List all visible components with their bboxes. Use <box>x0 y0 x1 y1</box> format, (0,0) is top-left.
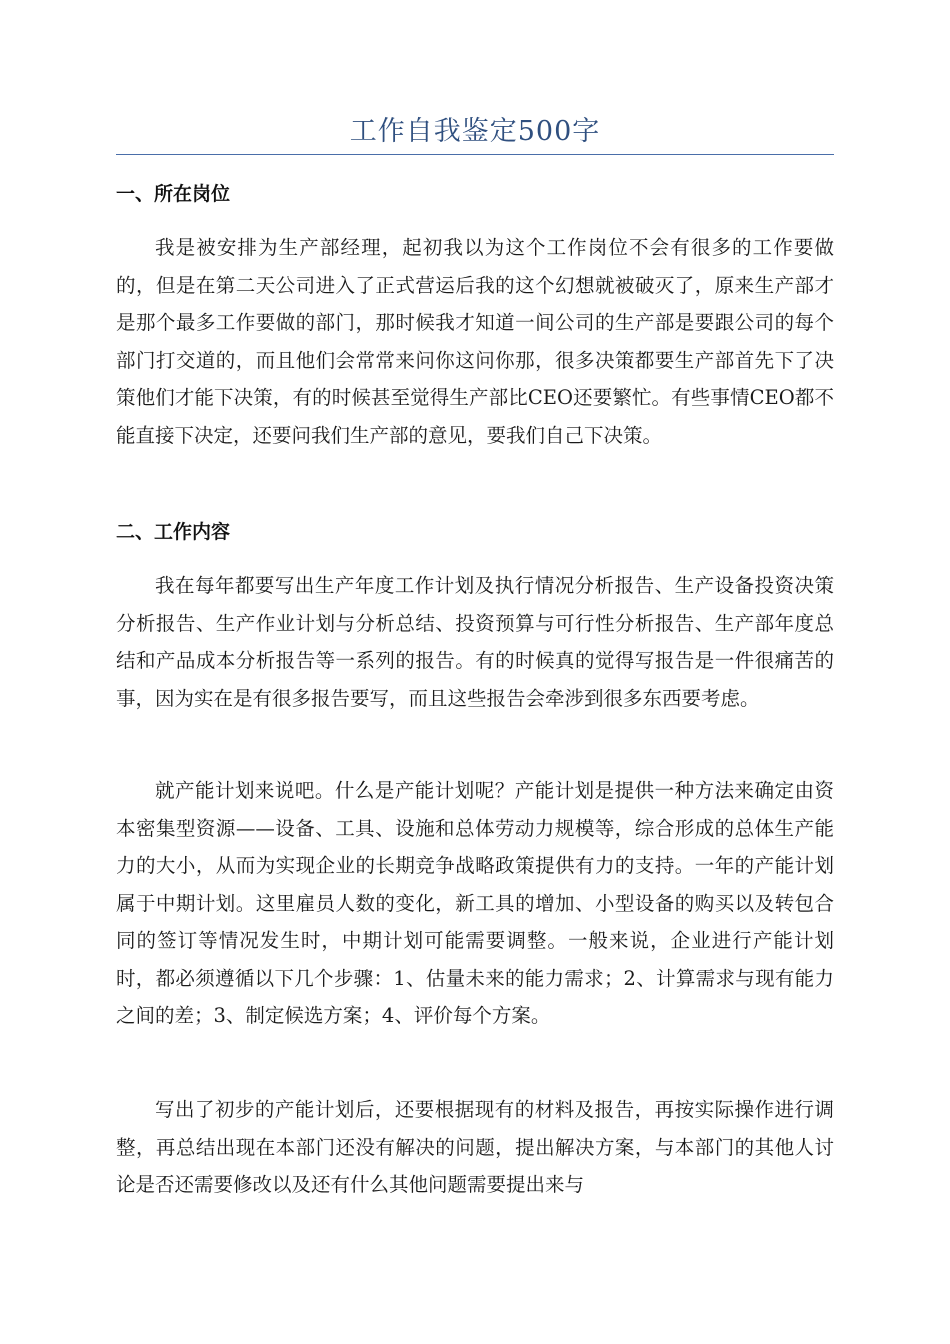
section-heading-position: 一、所在岗位 <box>116 183 231 205</box>
paragraph-position-description: 我是被安排为生产部经理，起初我以为这个工作岗位不会有很多的工作要做的，但是在第二天公司进入了正式营运后我的这个幻想就被破灭了，原来生产部才是那个最多工作要做的部门，那时候我才知道一间公司的生产部是要跟公司的每个部门打交道的，而且他们会常常来问你这问你那，很多决策都要生产部首先下了决策他们才能下决策，有的时候甚至觉得生产部比CEO还要繁忙。有些事情CEO都不能直接下决定，还要问我们生产部的意见，要我们自己下决策。 <box>116 236 834 447</box>
paragraph-reports: 我在每年都要写出生产年度工作计划及执行情况分析报告、生产设备投资决策分析报告、生产作业计划与分析总结、投资预算与可行性分析报告、生产部年度总结和产品成本分析报告等一系列的报告。有的时候真的觉得写报告是一件很痛苦的事，因为实在是有很多报告要写，而且这些报告会牵涉到很多东西要考虑。 <box>116 574 834 710</box>
document-title: 工作自我鉴定500字 <box>349 116 601 147</box>
title-underline <box>116 154 834 155</box>
paragraph-capacity-planning: 就产能计划来说吧。什么是产能计划呢？产能计划是提供一种方法来确定由资本密集型资源——设备、工具、设施和总体劳动力规模等，综合形成的总体生产能力的大小，从而为实现企业的长期竞争战略政策提供有力的支持。一年的产能计划属于中期计划。这里雇员人数的变化，新工具的增加、小型设备的购买以及转包合同的签订等情况发生时，中期计划可能需要调整。一般来说，企业进行产能计划时，都必须遵循以下几个步骤：1、估量未来的能力需求；2、计算需求与现有能力之间的差；3、制定候选方案；4、评价每个方案。 <box>116 779 834 1027</box>
section-heading-work-content: 二、工作内容 <box>116 521 231 543</box>
paragraph-plan-adjustment: 写出了初步的产能计划后，还要根据现有的材料及报告，再按实际操作进行调整，再总结出现在本部门还没有解决的问题，提出解决方案，与本部门的其他人讨论是否还需要修改以及还有什么其他问题需要提出来与 <box>116 1098 834 1196</box>
